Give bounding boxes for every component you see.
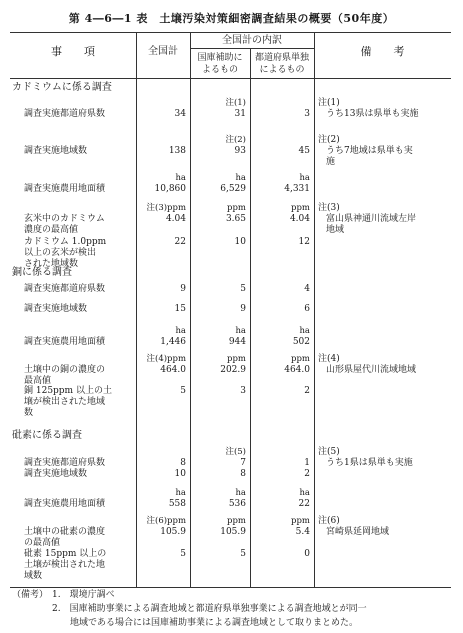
row-label: カドミウム 1.0ppm [24,237,107,247]
breakdown-rule [190,48,314,49]
row-label: 域数 [24,571,43,581]
header-subsidized-1: 国庫補助に [197,53,243,63]
table-title: 第 4―6―1 表 土壌汚染対策細密調査結果の概要（50年度） [68,12,395,25]
table-cell-value: 93 [234,146,246,156]
header-bottom-rule [10,78,451,79]
header-item: 事 項 [51,45,95,58]
notes-label: （備考） [12,590,49,600]
row-label: 銅 125ppm 以上の土 [24,386,112,396]
table-cell-value: 5 [180,386,186,396]
remark-text: 宮崎県延岡地域 [326,527,390,537]
unit-label: ppm [291,516,310,526]
row-label: 調査実施地域数 [24,146,88,156]
unit-label: ppm [227,516,246,526]
table-cell-value: 5 [180,549,186,559]
header-remarks: 備 考 [360,45,405,58]
row-label: 土壌中の砒素の濃度 [24,527,106,537]
remark-text: うち13県は県単も実施 [326,109,419,119]
table-cell-value: 31 [234,109,246,119]
row-label: 調査実施農用地面積 [24,499,106,509]
table-cell-value: 34 [174,109,186,119]
table-cell-value: 1 [304,458,310,468]
unit-label: ppm [227,354,246,364]
row-label: 最高値 [24,376,52,386]
table-cell-value: 1,446 [160,337,186,347]
section-heading: 銅に係る調査 [12,267,72,278]
table-cell-value: 558 [168,499,186,509]
row-label: 玄米中のカドミウム [24,214,105,224]
table-cell-value: 0 [304,549,310,559]
row-label: 調査実施農用地面積 [24,337,106,347]
table-cell-value: 105.9 [160,527,186,537]
table-cell-value: 3 [304,109,310,119]
row-label: された地域数 [24,259,79,269]
remark-text: 注(3) [318,203,340,213]
header-prefecture-1: 都道府県単独 [254,53,309,63]
row-label: 調査実施農用地面積 [24,184,106,194]
table-top-rule [10,32,451,33]
table-cell-value: 4.04 [289,214,310,224]
table-cell-value: 22 [174,237,186,247]
unit-label: 注(5) [225,447,246,457]
note-2: 2. 国庫補助事業による調査地域と都道府県単独事業による調査地域とが同一 [52,604,367,614]
row-label: 土壌中の銅の濃度の [24,365,106,375]
col-rule-2 [190,32,191,587]
table-cell-value: 3.65 [225,214,246,224]
table-cell-value: 22 [298,499,310,509]
table-cell-value: 464.0 [160,365,186,375]
table-cell-value: 4 [304,284,310,294]
row-label: 土壌が検出された地 [24,560,106,570]
unit-label: 注(2) [225,135,246,145]
unit-label: ha [299,173,310,183]
unit-label: ppm [227,203,246,213]
table-cell-value: 5 [240,549,246,559]
table-cell-value: 10 [174,469,186,479]
note-3: 地域である場合には国庫補助事業による調査地域として取りまとめた。 [52,618,359,628]
col-rule-3 [250,48,251,587]
table-cell-value: 5.4 [295,527,310,537]
table-cell-value: 2 [304,386,310,396]
remark-text: 注(5) [318,447,340,457]
table-cell-value: 3 [240,386,246,396]
table-cell-value: 202.9 [220,365,246,375]
remark-text: 注(2) [318,135,340,145]
unit-label: ha [235,326,246,336]
section-heading: 砒素に係る調査 [12,430,82,441]
row-label: 以上の玄米が検出 [24,248,97,258]
unit-label: 注(1) [225,98,246,108]
row-label: の最高値 [24,538,61,548]
table-cell-value: 4.04 [165,214,186,224]
unit-label: 注(4)ppm [146,354,186,364]
unit-label: 注(6)ppm [146,516,186,526]
col-rule-4 [314,32,315,587]
row-label: 調査実施都道府県数 [24,284,106,294]
header-prefecture-2: によるもの [259,65,305,75]
notes [12,588,452,630]
table-cell-value: 7 [240,458,246,468]
unit-label: ha [299,488,310,498]
unit-label: ha [175,326,186,336]
unit-label: ppm [291,203,310,213]
table-cell-value: 6 [304,304,310,314]
row-label: 砒素 15ppm 以上の [24,549,107,559]
table-cell-value: 138 [168,146,186,156]
unit-label: ha [299,326,310,336]
table-cell-value: 536 [228,499,246,509]
section-heading: カドミウムに係る調査 [12,82,112,93]
unit-label: 注(3)ppm [146,203,186,213]
unit-label: ppm [291,354,310,364]
remark-text: うち1県は県単も実施 [326,458,413,468]
table-cell-value: 45 [298,146,310,156]
remark-text: 注(1) [318,98,340,108]
remark-text: うち7地域は県単も実 [326,146,413,156]
table-cell-value: 9 [240,304,246,314]
unit-label: ha [175,173,186,183]
table-cell-value: 8 [240,469,246,479]
unit-label: ha [235,173,246,183]
unit-label: ha [175,488,186,498]
header-total: 全国計 [148,46,178,57]
unit-label: ha [235,488,246,498]
table-cell-value: 8 [180,458,186,468]
row-label: 数 [24,408,34,418]
table-cell-value: 10 [234,237,246,247]
table-cell-value: 502 [292,337,310,347]
table-cell-value: 5 [240,284,246,294]
table-cell-value: 105.9 [220,527,246,537]
remark-text: 施 [326,157,336,167]
row-label: 壌が検出された地域 [24,397,106,407]
remark-text: 富山県神通川流域左岸 [326,214,417,224]
row-label: 調査実施都道府県数 [24,109,106,119]
table-cell-value: 944 [228,337,246,347]
table-cell-value: 2 [304,469,310,479]
remark-text: 地域 [326,225,345,235]
header-breakdown: 全国計の内訳 [222,35,282,46]
remark-text: 注(6) [318,516,340,526]
remark-text: 注(4) [318,354,340,364]
table-cell-value: 6,529 [220,184,246,194]
header-subsidized-2: よるもの [201,65,238,75]
remark-text: 山形県屋代川流域地域 [326,365,417,375]
table-cell-value: 10,860 [154,184,186,194]
row-label: 濃度の最高値 [24,225,79,235]
row-label: 調査実施都道府県数 [24,458,106,468]
note-1: 1. 環境庁調べ [52,590,115,600]
table-cell-value: 4,331 [284,184,310,194]
row-label: 調査実施地域数 [24,304,88,314]
row-label: 調査実施地域数 [24,469,88,479]
table-cell-value: 464.0 [284,365,310,375]
summary-table [10,32,451,587]
table-cell-value: 15 [174,304,186,314]
table-cell-value: 9 [180,284,186,294]
col-rule-1 [136,32,137,587]
table-cell-value: 12 [298,237,310,247]
